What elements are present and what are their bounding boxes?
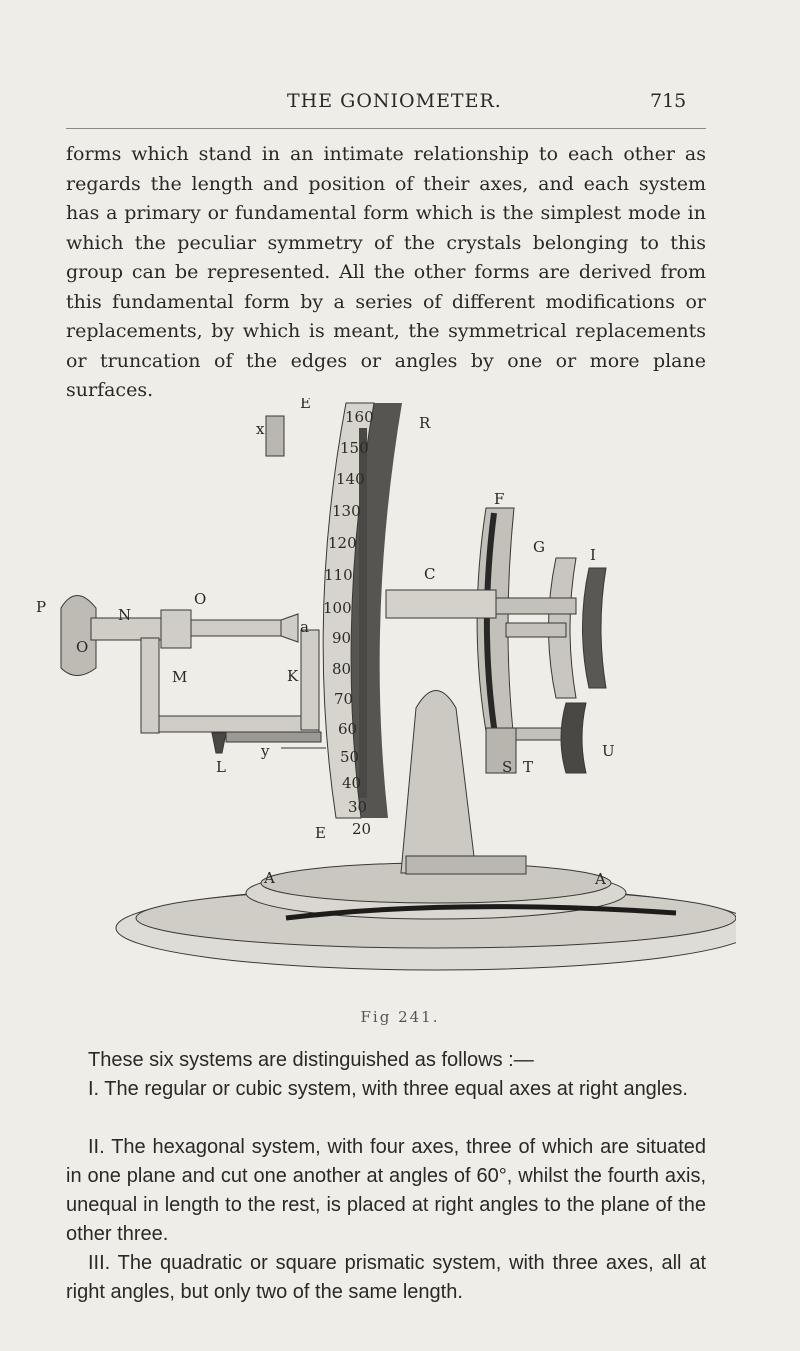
clamp-x xyxy=(266,416,284,456)
label-t: T xyxy=(523,758,534,776)
figure-caption: Fig 241. xyxy=(360,1008,440,1026)
label-o-small: O xyxy=(76,638,89,656)
scale-tick: 20 xyxy=(352,820,372,838)
scale-tick: 150 xyxy=(340,439,369,457)
label-l: L xyxy=(216,758,226,776)
goniometer-illustration xyxy=(36,398,736,988)
label-a-right: A xyxy=(595,870,606,888)
base-plate xyxy=(116,863,736,970)
page-header xyxy=(0,90,800,120)
label-g: G xyxy=(533,538,545,556)
label-x: x xyxy=(256,420,265,438)
running-head: THE GONIOMETER. xyxy=(287,90,502,112)
label-c: C xyxy=(424,565,436,583)
page-number: 715 xyxy=(650,90,687,112)
lead-paragraph: These six systems are distinguished as follows :— xyxy=(88,1049,534,1071)
label-a: a xyxy=(300,618,309,636)
label-e-bottom: E xyxy=(315,824,326,842)
label-e-top: E xyxy=(300,398,311,412)
scale-tick: 50 xyxy=(340,748,360,766)
scale-tick: 140 xyxy=(336,470,365,488)
label-m: M xyxy=(172,668,188,686)
label-u: U xyxy=(602,742,615,760)
scale-tick: 130 xyxy=(332,502,361,520)
label-s: S xyxy=(502,758,513,776)
scale-tick: 80 xyxy=(332,660,352,678)
scale-tick: 120 xyxy=(328,534,357,552)
scale-tick: 60 xyxy=(338,720,358,738)
label-o-large: O xyxy=(194,590,207,608)
intro-paragraph: forms which stand in an intimate relationship to each other as regards the length and position of their axes, and each system has a primary or fundamental form which is the simplest mode in which the peculiar symmetry of the crystals belonging to this group can be represented. All the other forms are derived from this fundamental form by a series of different modifications or replacements, by which is meant, the symmetrical replacements or truncation of the edges or angles by one or more plane surfaces. xyxy=(66,143,706,401)
system-3-paragraph: III. The quadratic or square prismatic system, with three axes, all at right angles, but only two of the same length. xyxy=(66,1252,706,1303)
scale-tick: 40 xyxy=(342,774,362,792)
system-1-paragraph: I. The regular or cubic system, with three equal axes at right angles. xyxy=(88,1078,688,1100)
scale-tick: 110 xyxy=(324,566,353,584)
label-r: R xyxy=(419,414,431,432)
label-y: y xyxy=(261,742,270,760)
system-2-paragraph: II. The hexagonal system, with four axes, three of which are situated in one plane and cut one another at angles of 60°, whilst the fourth axis, unequal in length to the rest, is placed at right angles to the plane of the other three. xyxy=(66,1136,706,1245)
label-p: P xyxy=(36,598,47,616)
label-i: I xyxy=(590,546,596,564)
header-rule xyxy=(66,128,706,129)
label-a-left: A xyxy=(264,869,275,887)
label-n: N xyxy=(118,606,132,624)
scale-tick: 70 xyxy=(334,690,354,708)
label-f: F xyxy=(494,490,505,508)
scale-tick: 160 xyxy=(345,408,374,426)
label-k: K xyxy=(287,667,299,685)
scale-tick: 90 xyxy=(332,629,352,647)
scale-tick: 30 xyxy=(348,798,368,816)
scale-tick: 100 xyxy=(323,599,352,617)
